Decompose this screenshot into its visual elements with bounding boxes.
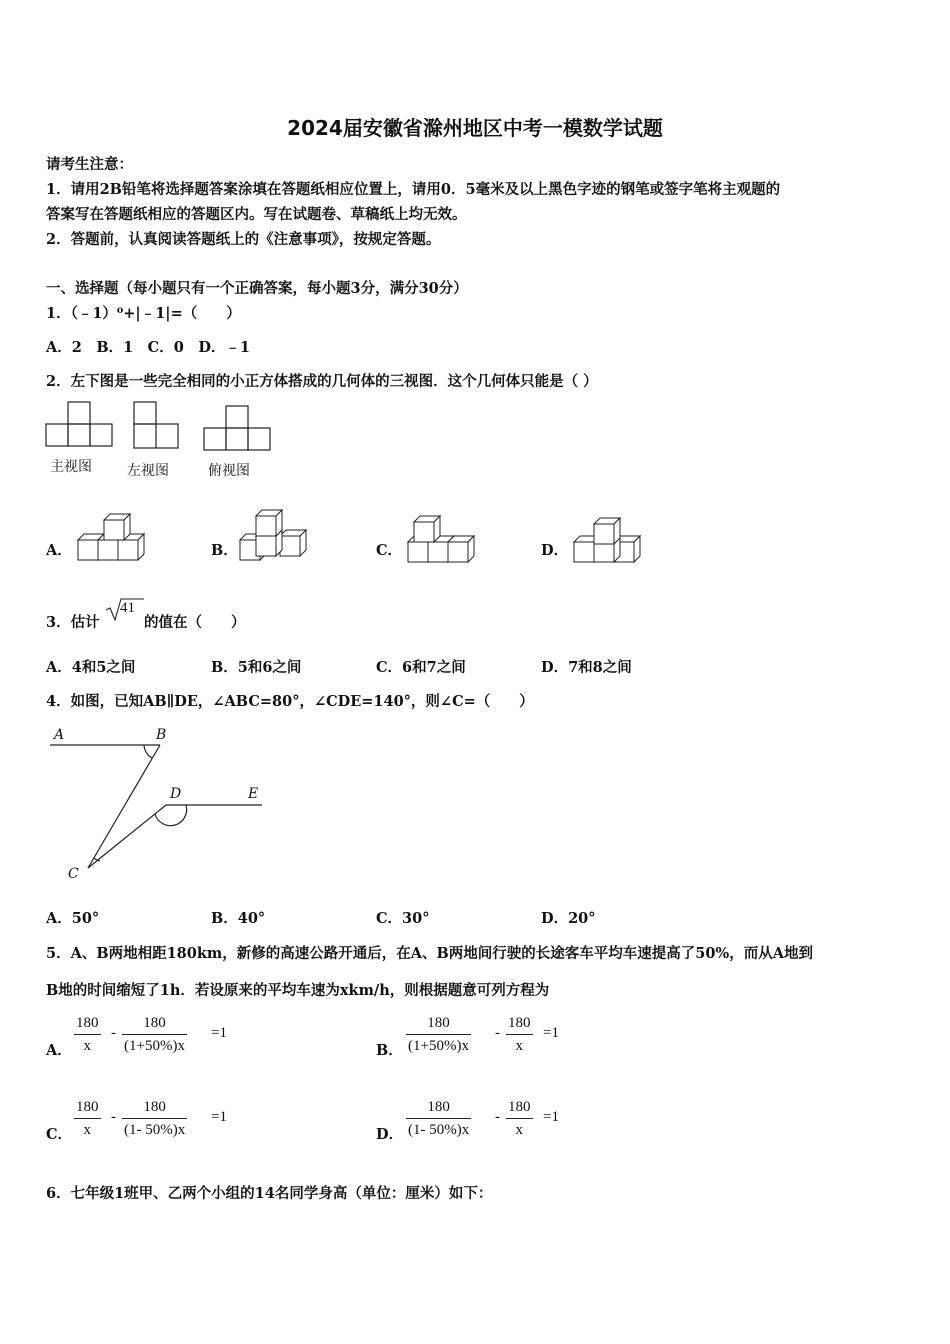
q4-stem: 4．如图，已知AB∥DE，∠ABC=80°，∠CDE=140°，则∠C=（ ） <box>46 693 534 710</box>
equals-one: =1 <box>543 1109 559 1125</box>
q4-option-b: B．40° <box>211 910 266 927</box>
q5-a-fraction-1 <box>74 1012 101 1057</box>
numerator: 180 <box>122 1012 187 1035</box>
q5-option-a-label: A． <box>46 1042 72 1059</box>
numerator: 180 <box>506 1012 533 1035</box>
minus-sign: - <box>111 1109 116 1125</box>
q4-option-a: A．50° <box>46 910 100 927</box>
q5-c-fraction-1 <box>74 1096 101 1141</box>
section-heading: 一、选择题（每小题只有一个正确答案，每小题3分，满分30分） <box>46 280 468 297</box>
q5-c-fraction-2 <box>122 1096 187 1141</box>
q5-line-2: B地的时间缩短了1h．若设原来的平均车速为xkm/h，则根据题意可列方程为 <box>46 982 550 999</box>
denominator: (1+50%)x <box>124 1038 185 1054</box>
point-a-label: A <box>54 727 65 743</box>
q3-prefix: 3．估计 <box>46 614 100 631</box>
point-b-label: B <box>156 727 167 743</box>
point-c-label: C <box>68 866 79 882</box>
q5-option-c-label: C． <box>46 1126 73 1143</box>
notice-line-1b: 答案写在答题纸相应的答题区内。写在试题卷、草稿纸上均无效。 <box>46 206 467 223</box>
q2-option-a-label: A． <box>46 542 72 559</box>
q1-stem: 1．（﹣1）⁰+|﹣1|=（ ） <box>46 305 241 322</box>
numerator: 180 <box>74 1012 101 1035</box>
q3-option-b: B．5和6之间 <box>211 659 302 676</box>
minus-sign: - <box>495 1025 500 1041</box>
q6-stem: 6．七年级1班甲、乙两个小组的14名同学身高（单位：厘米）如下： <box>46 1185 493 1202</box>
q3-suffix: 的值在（ ） <box>144 614 246 631</box>
equals-one: =1 <box>211 1109 227 1125</box>
point-d-label: D <box>170 786 182 802</box>
front-view-caption: 主视图 <box>50 459 92 475</box>
denominator: x <box>83 1038 91 1054</box>
sqrt-radicand: 41 <box>120 600 135 616</box>
notice-line-2: 2．答题前，认真阅读答题纸上的《注意事项》，按规定答题。 <box>46 231 441 248</box>
q5-a-fraction-2 <box>122 1012 187 1057</box>
q3-option-a: A．4和5之间 <box>46 659 136 676</box>
q4-option-d: D．20° <box>541 910 596 927</box>
denominator: (1+50%)x <box>408 1038 469 1054</box>
numerator: 180 <box>122 1096 187 1119</box>
minus-sign: - <box>111 1025 116 1041</box>
left-view-caption: 左视图 <box>127 463 169 479</box>
q2-option-d-label: D． <box>541 542 569 559</box>
q5-option-d-label: D． <box>376 1126 404 1143</box>
denominator: x <box>83 1122 91 1138</box>
q5-b-fraction-2 <box>506 1012 533 1057</box>
q2-option-c-label: C． <box>376 542 403 559</box>
denominator: (1- 50%)x <box>408 1122 470 1138</box>
q5-d-fraction-1 <box>406 1096 471 1141</box>
q3-option-c: C．6和7之间 <box>376 659 466 676</box>
minus-sign: - <box>495 1109 500 1125</box>
top-view-caption: 俯视图 <box>208 463 250 479</box>
numerator: 180 <box>406 1096 471 1119</box>
numerator: 180 <box>406 1012 471 1035</box>
q2-option-b-label: B． <box>211 542 238 559</box>
point-e-label: E <box>248 786 259 802</box>
numerator: 180 <box>506 1096 533 1119</box>
equals-one: =1 <box>543 1025 559 1041</box>
denominator: x <box>515 1122 523 1138</box>
q5-d-fraction-2 <box>506 1096 533 1141</box>
q2-stem: 2．左下图是一些完全相同的小正方体搭成的几何体的三视图．这个几何体只能是（ ） <box>46 373 598 390</box>
q5-option-b-label: B． <box>376 1042 403 1059</box>
denominator: (1- 50%)x <box>124 1122 186 1138</box>
denominator: x <box>515 1038 523 1054</box>
q1-options: A．2 B．1 C．0 D．﹣1 <box>46 339 250 356</box>
notice-line-1: 1．请用2B铅笔将选择题答案涂填在答题纸相应位置上，请用0．5毫米及以上黑色字迹的钢笔或签字笔将主观题的 <box>46 181 781 198</box>
q5-line-1: 5．A、B两地相距180km，新修的高速公路开通后，在A、B两地间行驶的长途客车平均车速提高了50%，而从A地到 <box>46 945 813 962</box>
q5-b-fraction-1 <box>406 1012 471 1057</box>
numerator: 180 <box>74 1096 101 1119</box>
q3-option-d: D．7和8之间 <box>541 659 632 676</box>
page-title: 2024届安徽省滁州地区中考一模数学试题 <box>287 116 663 140</box>
q4-option-c: C．30° <box>376 910 430 927</box>
notice-heading: 请考生注意： <box>46 156 133 173</box>
equals-one: =1 <box>211 1025 227 1041</box>
